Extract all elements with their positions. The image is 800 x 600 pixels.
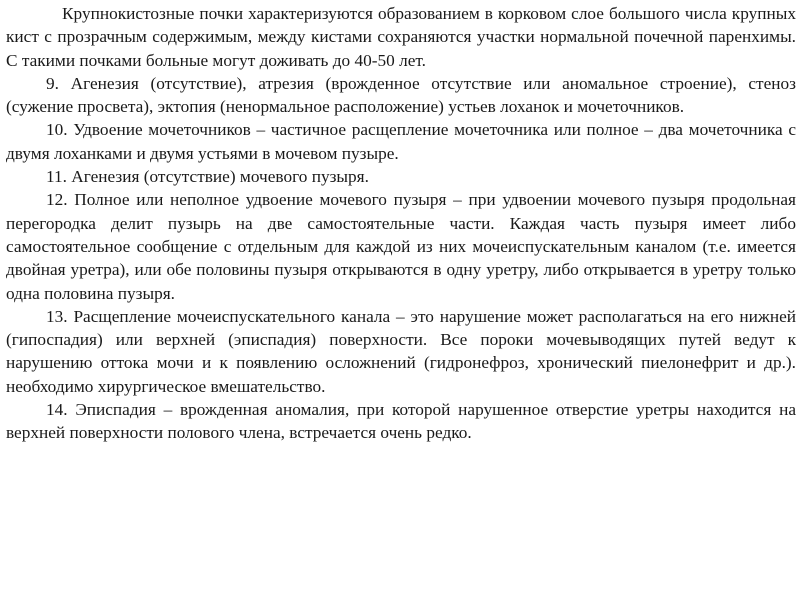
paragraph-item-14: 14. Эписпадия – врожденная аномалия, при которой нарушенное отверстие уретры находится на верхней поверхности полового члена, встречается очень редко. bbox=[6, 400, 796, 443]
document-page bbox=[6, 2, 796, 445]
paragraph-item-10: 10. Удвоение мочеточников – частичное расщепление мочеточника или полное – два мочеточника с двумя лоханками и двумя устьями в мочевом пузыре. bbox=[6, 120, 796, 163]
paragraph-item-13: 13. Расщепление мочеиспускательного канала – это нарушение может располагаться на его нижней (гипоспадия) или верхней (эписпадия) поверхности. Все пороки мочевыводящих путей ведут к нарушению оттока мочи и к появлению осложнений (гидронефроз, хронический пиелонефрит и др.). необходимо хирургическое вмешательство. bbox=[6, 306, 796, 396]
paragraph-item-12: 12. Полное или неполное удвоение мочевого пузыря – при удвоении мочевого пузыря продольная перегородка делит пузырь на две самостоятельные части. Каждая часть пузыря имеет либо самостоятельное сообщение с отдельным для каждой из них мочеиспускательным каналом (т.е. имеется двойная уретра), или обе половины пузыря открываются в одну уретру, либо открывается в уретру только одна половина пузыря. bbox=[6, 190, 796, 303]
paragraph-item-9: 9. Агенезия (отсутствие), атрезия (врожденное отсутствие или аномальное строение), стеноз (сужение просвета), эктопия (ненормальное расположение) устьев лоханок и мочеточников. bbox=[6, 73, 796, 117]
paragraph-polycystic-kidneys: Крупнокистозные почки характеризуются образованием в корковом слое большого числа крупных кист с прозрачным содержимым, между кистами сохраняются участки нормальной почечной паренхимы. С такими почками больные могут доживать до 40-50 лет. bbox=[6, 4, 796, 70]
paragraph-item-11: 11. Агенезия (отсутствие) мочевого пузыря. bbox=[46, 167, 369, 187]
